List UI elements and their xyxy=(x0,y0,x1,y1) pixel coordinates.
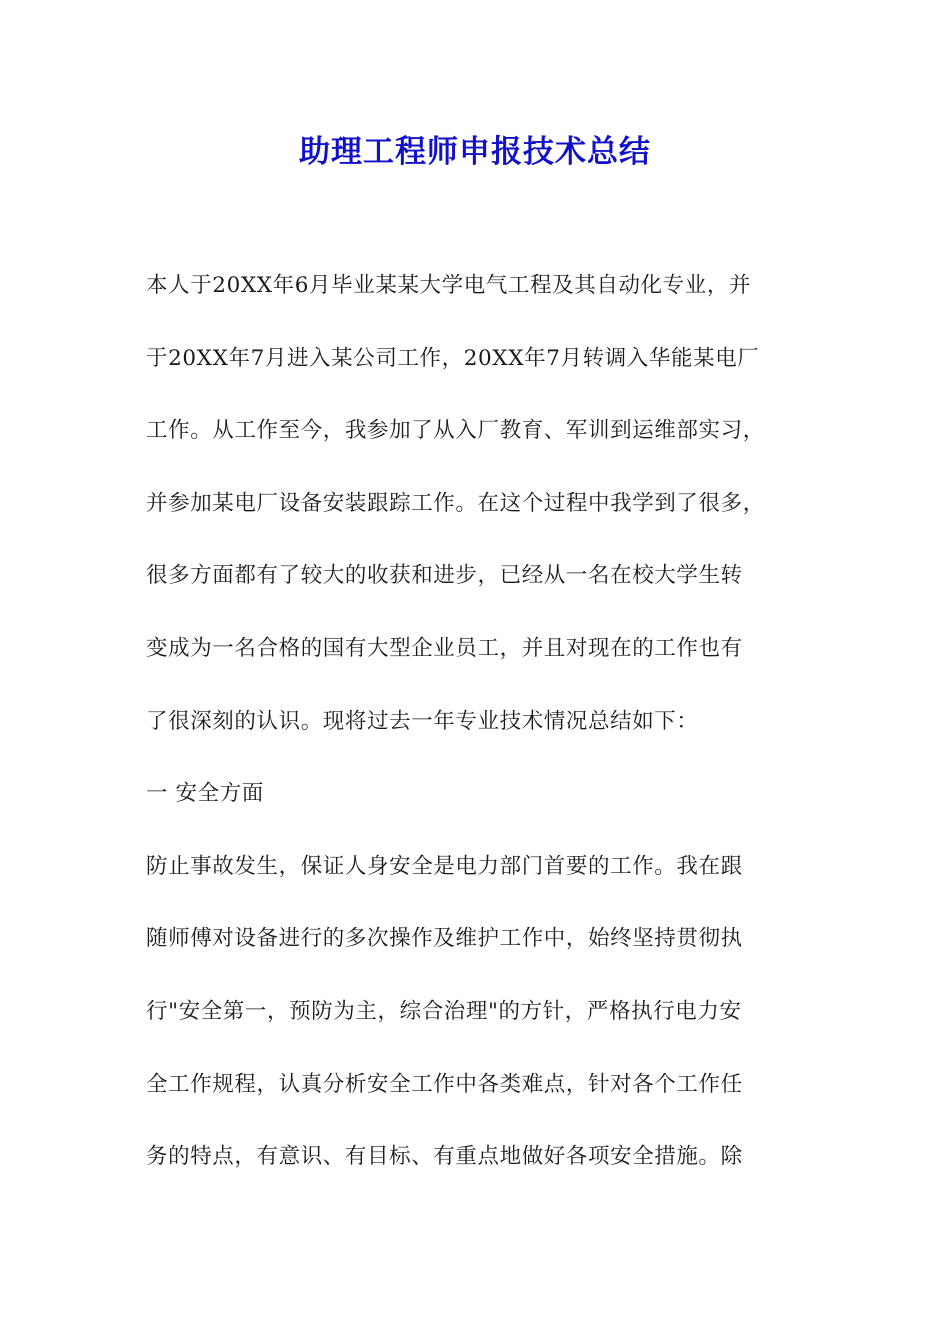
document-body xyxy=(146,262,826,1206)
body-line: 工作。从工作至今，我参加了从入厂教育、军训到运维部实习， xyxy=(146,418,765,444)
body-line: 行"安全第一，预防为主，综合治理"的方针，严格执行电力安 xyxy=(146,998,742,1024)
body-line: 防止事故发生，保证人身安全是电力部门首要的工作。我在跟 xyxy=(146,853,743,879)
body-line: 本人于20XX年6月毕业某某大学电气工程及其自动化专业，并 xyxy=(146,273,752,298)
body-line: 全工作规程，认真分析安全工作中各类难点，针对各个工作任 xyxy=(146,1071,743,1097)
body-line: 随师傅对设备进行的多次操作及维护工作中，始终坚持贯彻执 xyxy=(146,926,743,952)
document-title: 助理工程师申报技术总结 xyxy=(299,134,651,170)
body-line: 于20XX年7月进入某公司工作，20XX年7月转调入华能某电厂 xyxy=(146,345,760,371)
body-line: 了很深刻的认识。现将过去一年专业技术情况总结如下： xyxy=(146,708,699,734)
body-line: 并参加某电厂设备安装跟踪工作。在这个过程中我学到了很多， xyxy=(146,490,765,516)
body-line: 很多方面都有了较大的收获和进步，已经从一名在校大学生转 xyxy=(146,563,743,589)
body-line: 变成为一名合格的国有大型企业员工，并且对现在的工作也有 xyxy=(146,635,743,661)
body-line: 务的特点，有意识、有目标、有重点地做好各项安全措施。除 xyxy=(146,1144,743,1170)
section-heading: 一 安全方面 xyxy=(146,781,264,807)
